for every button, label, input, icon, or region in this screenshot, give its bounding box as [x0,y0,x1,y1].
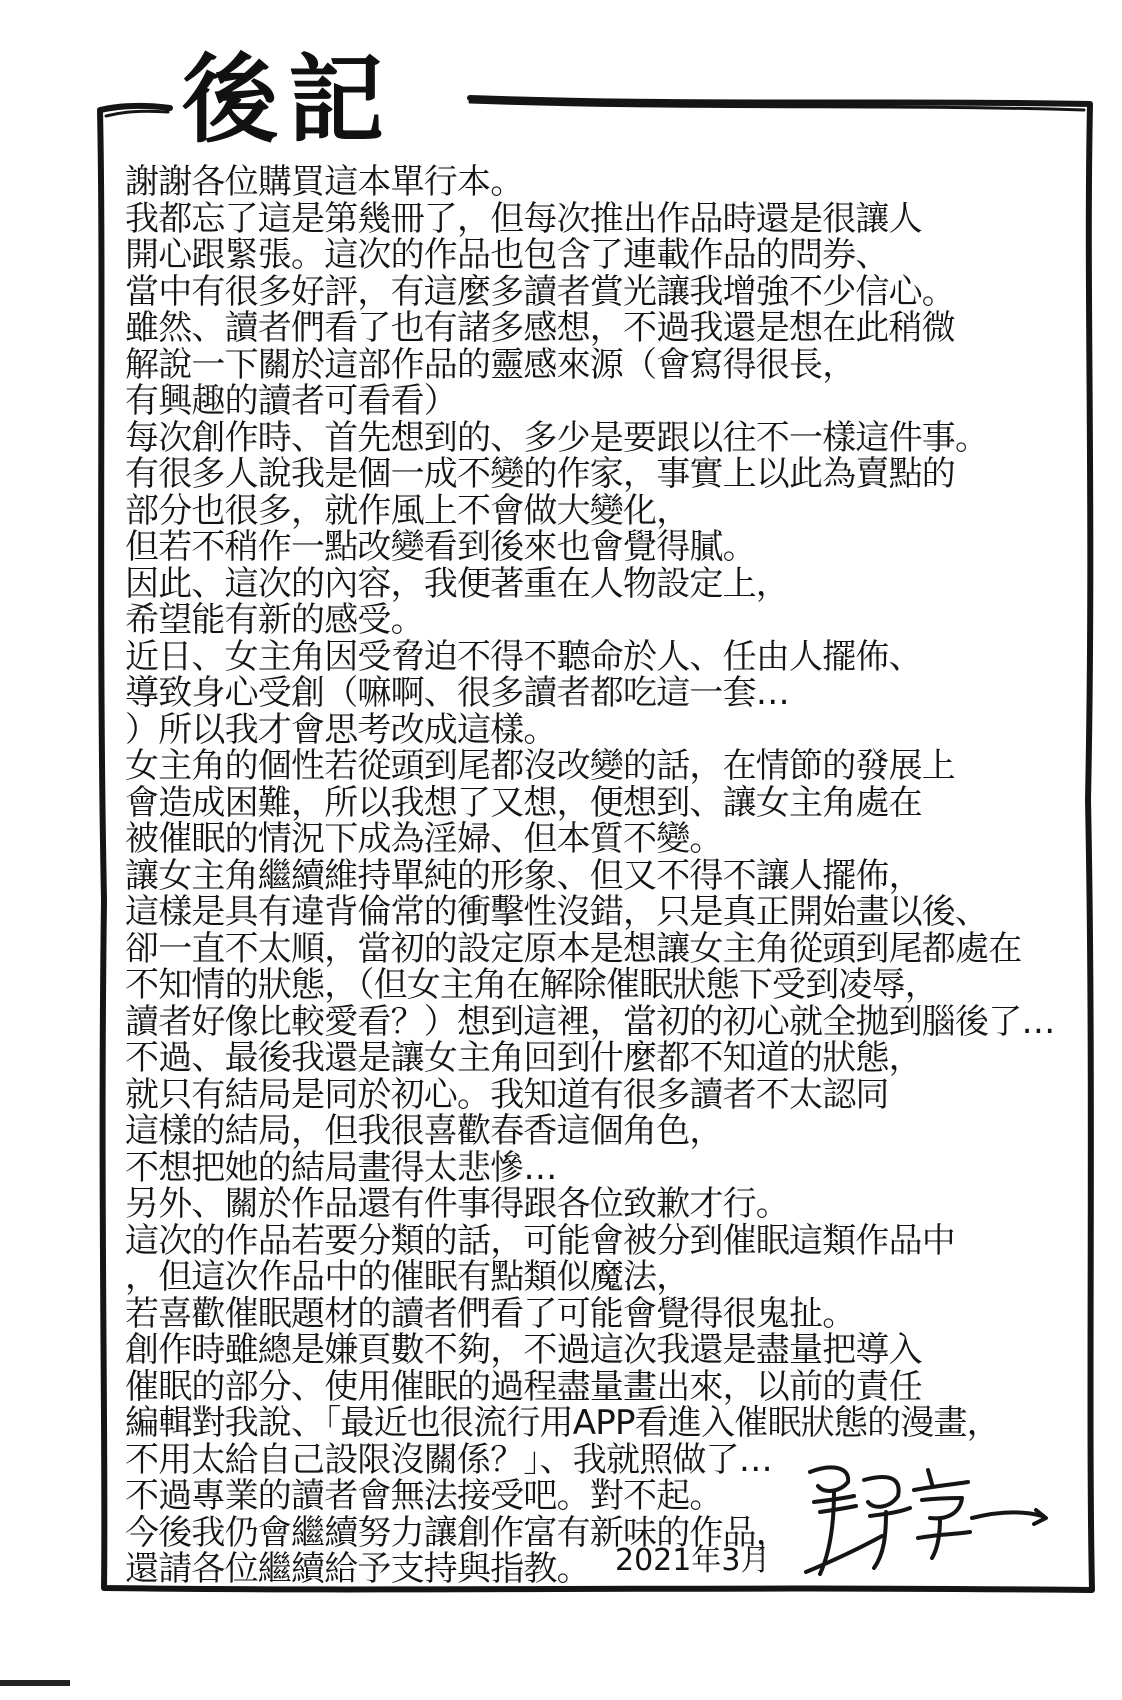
body-line: 雖然、讀者們看了也有諸多感想，不過我還是想在此稍微 [125,308,955,348]
handwritten-signature [790,1452,1050,1592]
body-line: 催眠的部分、使用催眠的過程盡量畫出來，以前的責任 [125,1366,922,1407]
body-line: ，但這次作品中的催眠有點類似魔法， [125,1257,690,1297]
body-line: 但若不稍作一點改變看到後來也會覺得膩。 [125,527,756,567]
body-line: 謝謝各位購買這本單行本。 [125,162,524,202]
body-line: 希望能有新的感受。 [125,600,424,640]
body-line: 有很多人說我是個一成不變的作家，事實上以此為賣點的 [125,454,955,494]
body-line: 編輯對我說、「最近也很流行用APP看進入催眠狀態的漫畫， [125,1403,1000,1443]
body-line: 女主角的個性若從頭到尾都沒改變的話，在情節的發展上 [125,746,955,786]
body-line: 有興趣的讀者可看看） [125,381,457,421]
body-line: 不過、最後我還是讓女主角回到什麼都不知道的狀態， [125,1038,922,1078]
body-line: 不知情的狀態，（但女主角在解除催眠狀態下受到凌辱， [125,965,938,1005]
page-edge-mark [0,1680,70,1686]
body-line: 這樣的結局，但我很喜歡春香這個角色， [125,1111,723,1151]
body-line: 不用太給自己設限沒關係？」、我就照做了… [125,1439,772,1480]
body-line: 另外、關於作品還有件事得跟各位致歉才行。 [125,1184,789,1224]
body-line: 近日、女主角因受脅迫不得不聽命於人、任由人擺佈、 [125,636,922,677]
body-line: 還請各位繼續給予支持與指教。 [125,1549,590,1589]
body-line: 這次的作品若要分類的話，可能會被分到催眠這類作品中 [125,1220,955,1261]
body-line: 導致身心受創（嘛啊、很多讀者都吃這一套… [125,673,789,713]
body-line: 每次創作時、首先想到的、多少是要跟以往不一樣這件事。 [125,417,989,458]
body-line: 讓女主角繼續維持單純的形象、但又不得不讓人擺佈， [125,855,922,896]
body-line: 被催眠的情況下成為淫婦、但本質不變。 [125,819,723,859]
page-title: 後記 [182,44,394,156]
body-line: 解說一下關於這部作品的靈感來源（會寫得很長， [125,344,856,385]
body-line: 若喜歡催眠題材的讀者們看了可能會覺得很鬼扯。 [125,1293,856,1334]
body-line: 卻一直不太順，當初的設定原本是想讓女主角從頭到尾都處在 [125,928,1022,969]
body-line: 當中有很多好評，有這麼多讀者賞光讓我增強不少信心。 [125,271,955,312]
body-line: 讀者好像比較愛看？）想到這裡，當初的初心就全拋到腦後了… [125,1001,1055,1042]
body-line: 今後我仍會繼續努力讓創作富有新味的作品， [125,1512,789,1553]
body-line: 不過專業的讀者會無法接受吧。對不起。 [125,1476,723,1516]
body-line: 因此、這次的內容，我便著重在人物設定上， [125,563,789,604]
body-line: 會造成困難，所以我想了又想，便想到、讓女主角處在 [125,782,922,823]
body-line: ）所以我才會思考改成這樣。 [125,709,557,750]
body-line: 我都忘了這是第幾冊了，但每次推出作品時還是很讓人 [125,198,922,239]
body-line: 開心跟緊張。這次的作品也包含了連載作品的問券、 [125,235,889,275]
body-line: 部分也很多，就作風上不會做大變化， [125,490,690,531]
body-line: 不想把她的結局畫得太悲慘… [125,1147,557,1188]
afterword-body [125,164,1075,1588]
date-text: 2021年3月 [615,1543,771,1578]
body-line: 這樣是具有違背倫常的衝擊性沒錯，只是真正開始畫以後、 [125,892,989,932]
body-line: 就只有結局是同於初心。我知道有很多讀者不太認同 [125,1074,889,1115]
body-line: 創作時雖總是嫌頁數不夠，不過這次我還是盡量把導入 [125,1330,922,1370]
